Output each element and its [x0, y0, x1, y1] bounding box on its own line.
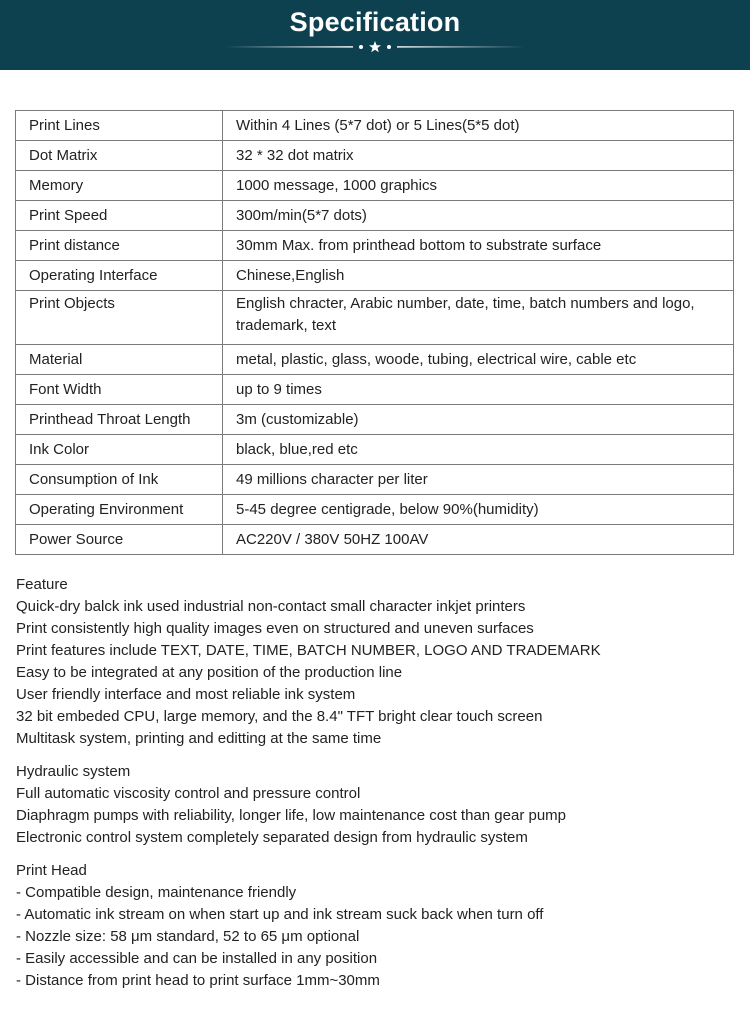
- section: [16, 574, 736, 750]
- description-sections: [16, 574, 736, 1003]
- section-line: User friendly interface and most reliable ink system: [16, 686, 356, 703]
- spec-label: Dot Matrix: [16, 141, 223, 171]
- section-line: - Distance from print head to print surface 1mm~30mm: [16, 972, 380, 989]
- table-row: [16, 291, 734, 345]
- section: [16, 860, 736, 992]
- table-row: [16, 231, 734, 261]
- section: [16, 761, 736, 849]
- spec-value: up to 9 times: [223, 375, 734, 405]
- section-title: Feature: [16, 576, 68, 593]
- spec-label: Material: [16, 345, 223, 375]
- table-row: [16, 495, 734, 525]
- section-line: - Easily accessible and can be installed in any position: [16, 950, 378, 967]
- header-banner: [0, 0, 750, 70]
- specification-table: [15, 110, 734, 555]
- spec-value: 5-45 degree centigrade, below 90%(humidity): [223, 495, 734, 525]
- spec-label: Print Objects: [16, 291, 223, 345]
- spec-label: Ink Color: [16, 435, 223, 465]
- spec-label: Print Lines: [16, 111, 223, 141]
- table-row: [16, 465, 734, 495]
- spec-value: AC220V / 380V 50HZ 100AV: [223, 525, 734, 555]
- section-line: Quick-dry balck ink used industrial non-contact small character inkjet printers: [16, 598, 526, 615]
- spec-value: black, blue,red etc: [223, 435, 734, 465]
- star-divider-icon: [225, 40, 525, 54]
- spec-label: Print Speed: [16, 201, 223, 231]
- table-row: [16, 261, 734, 291]
- section-line: - Automatic ink stream on when start up and ink stream suck back when turn off: [16, 906, 544, 923]
- spec-label: Operating Environment: [16, 495, 223, 525]
- section-line: 32 bit embeded CPU, large memory, and the 8.4" TFT bright clear touch screen: [16, 708, 543, 725]
- section-line: Easy to be integrated at any position of the production line: [16, 664, 403, 681]
- spec-label: Printhead Throat Length: [16, 405, 223, 435]
- section-line: - Compatible design, maintenance friendly: [16, 884, 297, 901]
- section-line: - Nozzle size: 58 μm standard, 52 to 65 μm optional: [16, 928, 360, 945]
- section-line: Electronic control system completely separated design from hydraulic system: [16, 829, 528, 846]
- spec-label: Font Width: [16, 375, 223, 405]
- spec-value: 49 millions character per liter: [223, 465, 734, 495]
- section-title: Print Head: [16, 862, 87, 879]
- table-row: [16, 345, 734, 375]
- table-row: [16, 171, 734, 201]
- section-title: Hydraulic system: [16, 763, 131, 780]
- table-row: [16, 405, 734, 435]
- table-row: [16, 111, 734, 141]
- section-line: Print features include TEXT, DATE, TIME, BATCH NUMBER, LOGO AND TRADEMARK: [16, 642, 601, 659]
- spec-label: Consumption of Ink: [16, 465, 223, 495]
- spec-value: 300m/min(5*7 dots): [223, 201, 734, 231]
- table-row: [16, 201, 734, 231]
- spec-label: Memory: [16, 171, 223, 201]
- page-title: Specification: [289, 7, 461, 37]
- spec-label: Operating Interface: [16, 261, 223, 291]
- spec-value: Within 4 Lines (5*7 dot) or 5 Lines(5*5 dot): [223, 111, 734, 141]
- section-line: Diaphragm pumps with reliability, longer life, low maintenance cost than gear pump: [16, 807, 566, 824]
- spec-value: metal, plastic, glass, woode, tubing, electrical wire, cable etc: [223, 345, 734, 375]
- spec-value: 32 * 32 dot matrix: [223, 141, 734, 171]
- table-row: [16, 375, 734, 405]
- section-line: Multitask system, printing and editting at the same time: [16, 730, 382, 747]
- spec-label: Power Source: [16, 525, 223, 555]
- table-row: [16, 525, 734, 555]
- table-row: [16, 435, 734, 465]
- section-line: Print consistently high quality images even on structured and uneven surfaces: [16, 620, 534, 637]
- spec-value: 3m (customizable): [223, 405, 734, 435]
- section-line: Full automatic viscosity control and pressure control: [16, 785, 361, 802]
- spec-value: Chinese,English: [223, 261, 734, 291]
- spec-value: 30mm Max. from printhead bottom to substrate surface: [223, 231, 734, 261]
- spec-label: Print distance: [16, 231, 223, 261]
- spec-value: 1000 message, 1000 graphics: [223, 171, 734, 201]
- table-row: [16, 141, 734, 171]
- spec-value: English chracter, Arabic number, date, time, batch numbers and logo, trademark, text: [223, 291, 734, 345]
